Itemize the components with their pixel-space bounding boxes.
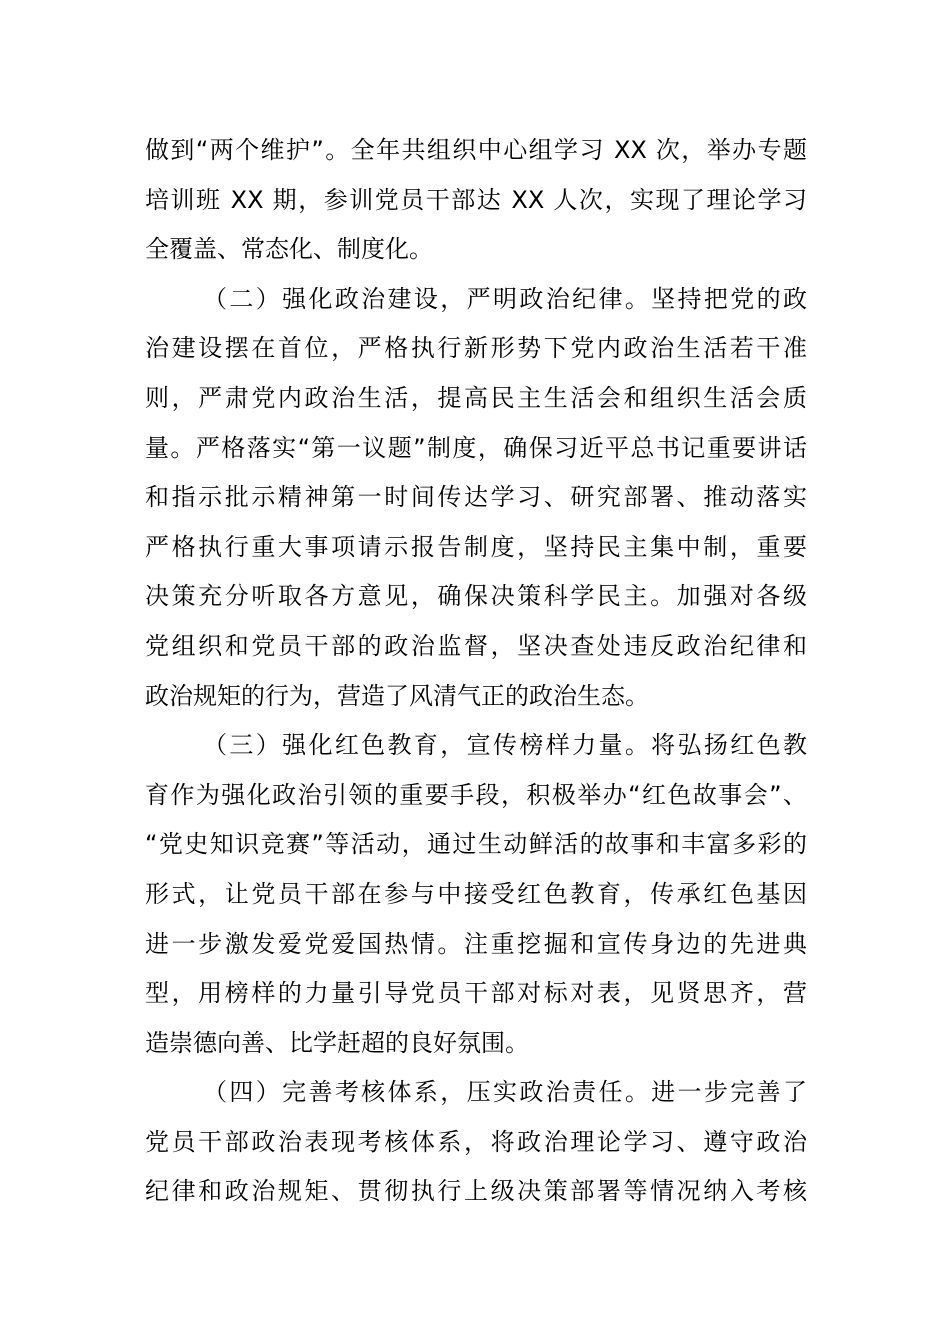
text-line: 党组织和党员干部的政治监督，坚决查处违反政治纪律和 (145, 631, 807, 660)
text-line: 量。严格落实“第一议题”制度，确保习近平总书记重要讲话 (145, 433, 807, 462)
text-line: 育作为强化政治引领的重要手段，积极举办“红色故事会”、 (145, 780, 807, 809)
text-line: 决策充分听取各方意见，确保决策科学民主。加强对各级 (145, 582, 807, 611)
text-line: 培训班 XX 期，参训党员干部达 XX 人次，实现了理论学习 (145, 185, 807, 214)
text-line: 治建设摆在首位，严格执行新形势下党内政治生活若干准 (145, 334, 807, 363)
text-line: 做到“两个维护”。全年共组织中心组学习 XX 次，举办专题 (145, 136, 807, 164)
text-line: 形式，让党员干部在参与中接受红色教育，传承红色基因 (145, 879, 807, 908)
text-line: 党员干部政治表现考核体系，将政治理论学习、遵守政治 (145, 1127, 807, 1156)
text-line: 全覆盖、常态化、制度化。 (145, 235, 433, 264)
text-line: 进一步激发爱党爱国热情。注重挖掘和宣传身边的先进典 (145, 929, 807, 958)
text-line: 政治规矩的行为，营造了风清气正的政治生态。 (145, 681, 649, 710)
body-text (145, 126, 807, 1217)
section-heading-line: （二）强化政治建设，严明政治纪律。坚持把党的政 (203, 284, 807, 313)
text-line: 造崇德向善、比学赶超的良好氛围。 (145, 1028, 529, 1057)
text-line: “党史知识竞赛”等活动，通过生动鲜活的故事和丰富多彩的 (145, 830, 807, 859)
text-line: 型，用榜样的力量引导党员干部对标对表，见贤思齐，营 (145, 979, 807, 1008)
text-line: 和指示批示精神第一时间传达学习、研究部署、推动落实 (145, 483, 807, 512)
section-heading-line: （三）强化红色教育，宣传榜样力量。将弘扬红色教 (203, 731, 807, 760)
text-line: 纪律和政治规矩、贯彻执行上级决策部署等情况纳入考核 (145, 1177, 807, 1206)
text-line: 严格执行重大事项请示报告制度，坚持民主集中制，重要 (145, 532, 807, 561)
section-heading-line: （四）完善考核体系，压实政治责任。进一步完善了 (203, 1078, 807, 1107)
text-line: 则，严肃党内政治生活，提高民主生活会和组织生活会质 (145, 383, 807, 412)
